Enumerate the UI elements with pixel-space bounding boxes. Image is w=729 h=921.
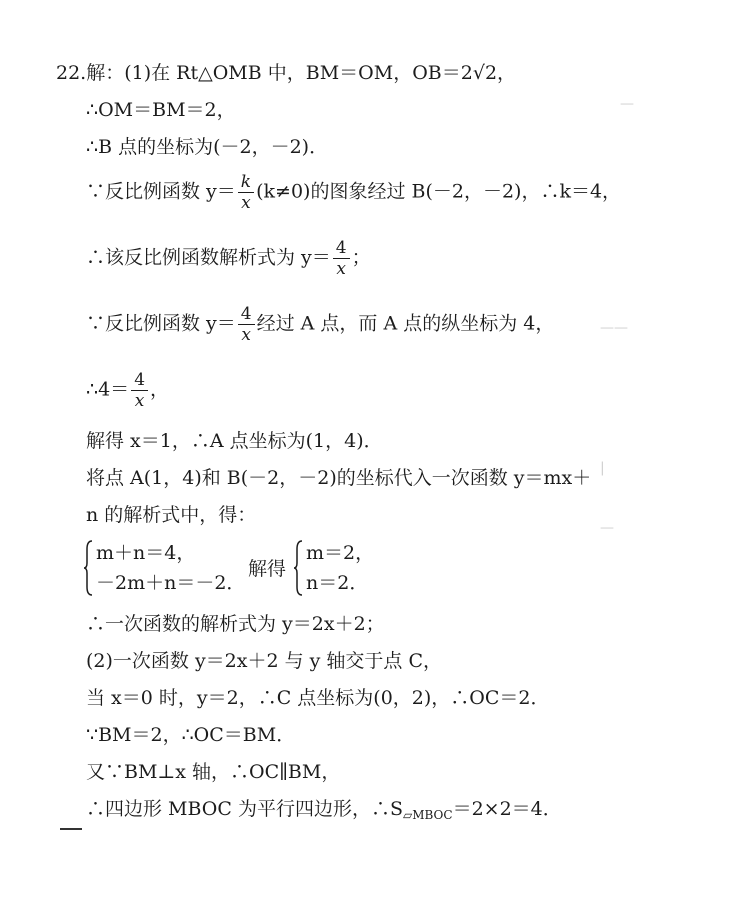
left-brace-2: [294, 539, 304, 597]
solution-line-8: 解得 x＝1，∴A 点坐标为(1，4)．: [86, 430, 383, 452]
solution-line-13: 当 x＝0 时，y＝2，∴C 点坐标为(0，2)，∴OC＝2．: [86, 687, 550, 709]
solution-line-14: ∵BM＝2，∴OC＝BM．: [86, 724, 296, 746]
solution-eq-2: n＝2．: [306, 572, 369, 594]
solution-line-12: (2)一次函数 y＝2x＋2 与 y 轴交于点 C，: [86, 650, 443, 672]
solution-line-5: ∴该反比例函数解析式为 y＝ $\frac{4}{x}$ ；: [86, 238, 371, 279]
left-brace-1: [84, 539, 94, 597]
solution-line-10: n 的解析式中，得：: [86, 504, 257, 526]
solve-label: 解得: [248, 558, 287, 580]
solution-line-11: ∴一次函数的解析式为 y＝2x＋2；: [86, 613, 385, 635]
fraction-4-over-x-3: $\frac{4}{x}$: [131, 370, 148, 411]
solution-line-7: ∴4＝ $\frac{4}{x}$ ，: [86, 370, 170, 411]
fraction-4-over-x-2: $\frac{4}{x}$: [238, 304, 255, 345]
system-eq-1: m＋n＝4，: [96, 542, 196, 564]
problem-number: 22.: [56, 62, 87, 84]
area-subscript: ▱MBOC: [402, 808, 453, 822]
solution-eq-1: m＝2，: [306, 542, 375, 564]
solution-line-16: ∴四边形 MBOC 为平行四边形，$\therefore S_{▱MBOC}=2\times 2=4$．: [86, 798, 562, 822]
solution-line-4: ∵反比例函数 y＝ $\frac{k}{x}$ (k≠0)的图象经过 B(－2，－2)，∴k＝4，: [86, 172, 622, 213]
solution-line-15: 又∵BM⊥x 轴，∴OC∥BM，: [86, 761, 341, 783]
solution-line-3: ∴B 点的坐标为(－2，－2)．: [86, 136, 329, 158]
document-page: — —— | — 22.解：(1)在 Rt△OMB 中，BM＝OM，OB＝2√2， ∴OM＝BM＝2， ∴B 点的坐标为(－2，－2)． ∵反比例函数 y＝ $\frac{k}{x}$ (k≠0)的图象经过 B(－2，－2)，∴k＝4， ∴该反比例函数解析式为 y＝ $\frac{4}{x}$ ； ∵反比例函数 y＝ $\frac{4}{x}$ 经过 A 点，而 A 点的纵坐标为 4， ∴4＝ $\frac{4}{x}$ ， 解得 x＝1，∴A 点坐标为(1，4)． 将点 A(1，4)和 B(－2，－2)的坐标代入一次函数 y＝mx＋ n 的解析式中，得： m＋n＝4， －2m＋n＝－2． 解得 m＝2， n＝2． ∴一次函数的解析式为 y＝2x＋2； (2)一次函数 y＝2x＋2 与 y 轴交于点 C， 当 x＝0 时，y＝2，∴C 点坐标为(0，2)，∴OC＝2． ∵BM＝2，∴OC＝BM． 又∵BM⊥x 轴，∴OC∥BM， ∴四边形 MBOC 为平行四边形，$\therefore S_{▱MBOC}=2\times 2=4$．: [0, 0, 729, 921]
fraction-4-over-x: $\frac{4}{x}$: [333, 238, 350, 279]
solution-line-6: ∵反比例函数 y＝ $\frac{4}{x}$ 经过 A 点，而 A 点的纵坐标为 4，: [86, 304, 555, 345]
system-eq-2: －2m＋n＝－2．: [96, 572, 246, 594]
solution-line-9: 将点 A(1，4)和 B(－2，－2)的坐标代入一次函数 y＝mx＋: [86, 467, 592, 489]
fraction-k-over-x: $\frac{k}{x}$: [238, 172, 254, 213]
solution-line-1: 22.解：(1)在 Rt△OMB 中，BM＝OM，OB＝2√2，: [56, 62, 517, 84]
solution-line-2: ∴OM＝BM＝2，: [86, 99, 236, 121]
page-edge-mark: [60, 828, 82, 830]
